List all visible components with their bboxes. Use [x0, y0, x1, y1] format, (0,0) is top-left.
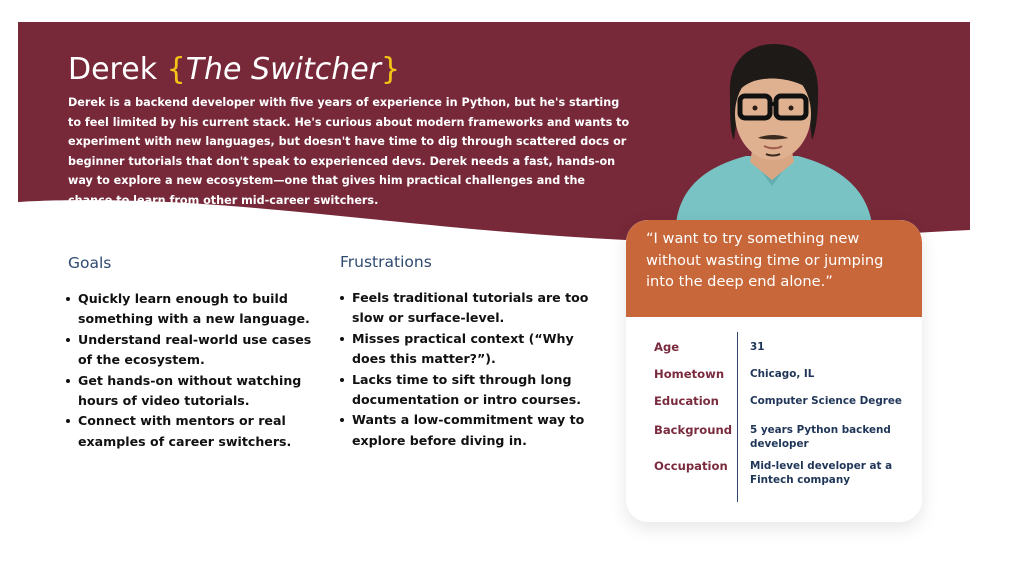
goals-heading: Goals: [68, 254, 112, 272]
list-item: Connect with mentors or real examples of career switchers.: [66, 411, 322, 452]
list-item: Lacks time to sift through long documentation or intro courses.: [340, 370, 598, 411]
goals-list: [66, 289, 322, 452]
persona-name: Derek: [68, 52, 158, 87]
fact-label-age: Age: [654, 340, 680, 354]
list-item: Wants a low-commitment way to explore before diving in.: [340, 410, 598, 451]
persona-archetype: The Switcher: [185, 52, 382, 87]
fact-value-age: 31: [750, 341, 765, 353]
fact-label-occupation: Occupation: [654, 459, 728, 473]
frustrations-list: [340, 288, 598, 451]
fact-label-hometown: Hometown: [654, 367, 725, 381]
quote-box: [626, 220, 922, 317]
list-item: Misses practical context (“Why does this matter?”).: [340, 329, 598, 370]
fact-value-education: Computer Science Degree: [750, 395, 902, 407]
fact-label-education: Education: [654, 394, 719, 408]
fact-label-background: Background: [654, 423, 733, 437]
brace-close: }: [381, 52, 401, 87]
brace-open: {: [166, 52, 186, 87]
profile-card: [626, 220, 922, 522]
list-item: Understand real-world use cases of the ecosystem.: [66, 330, 322, 371]
fact-value-background: 5 years Python backend developer: [750, 424, 891, 450]
list-item: Get hands-on without watching hours of video tutorials.: [66, 371, 322, 412]
fact-value-occupation: Mid-level developer at a Fintech company: [750, 460, 893, 486]
frustrations-heading: Frustrations: [340, 253, 432, 271]
list-item: Quickly learn enough to build something with a new language.: [66, 289, 322, 330]
list-item: Feels traditional tutorials are too slow or surface-level.: [340, 288, 598, 329]
persona-bio: Derek is a backend developer with five years of experience in Python, but he's starting to feel limited by his current stack. He's curious about modern frameworks and wants to experiment with new languages, but doesn't have time to dig through scattered docs or beginner tutorials that don't speak to experienced devs. Derek needs a fast, hands-on way to explore a new ecosystem—one that gives him practical challenges and the chance to learn from other mid-career switchers.: [68, 96, 630, 207]
persona-quote: “I want to try something new without wasting time or jumping into the deep end alone.”: [646, 230, 884, 291]
persona-title: [68, 52, 400, 88]
fact-value-hometown: Chicago, IL: [750, 368, 815, 380]
card-divider: [737, 332, 738, 502]
portrait-icon: [668, 36, 876, 224]
portrait-photo: [668, 36, 876, 224]
